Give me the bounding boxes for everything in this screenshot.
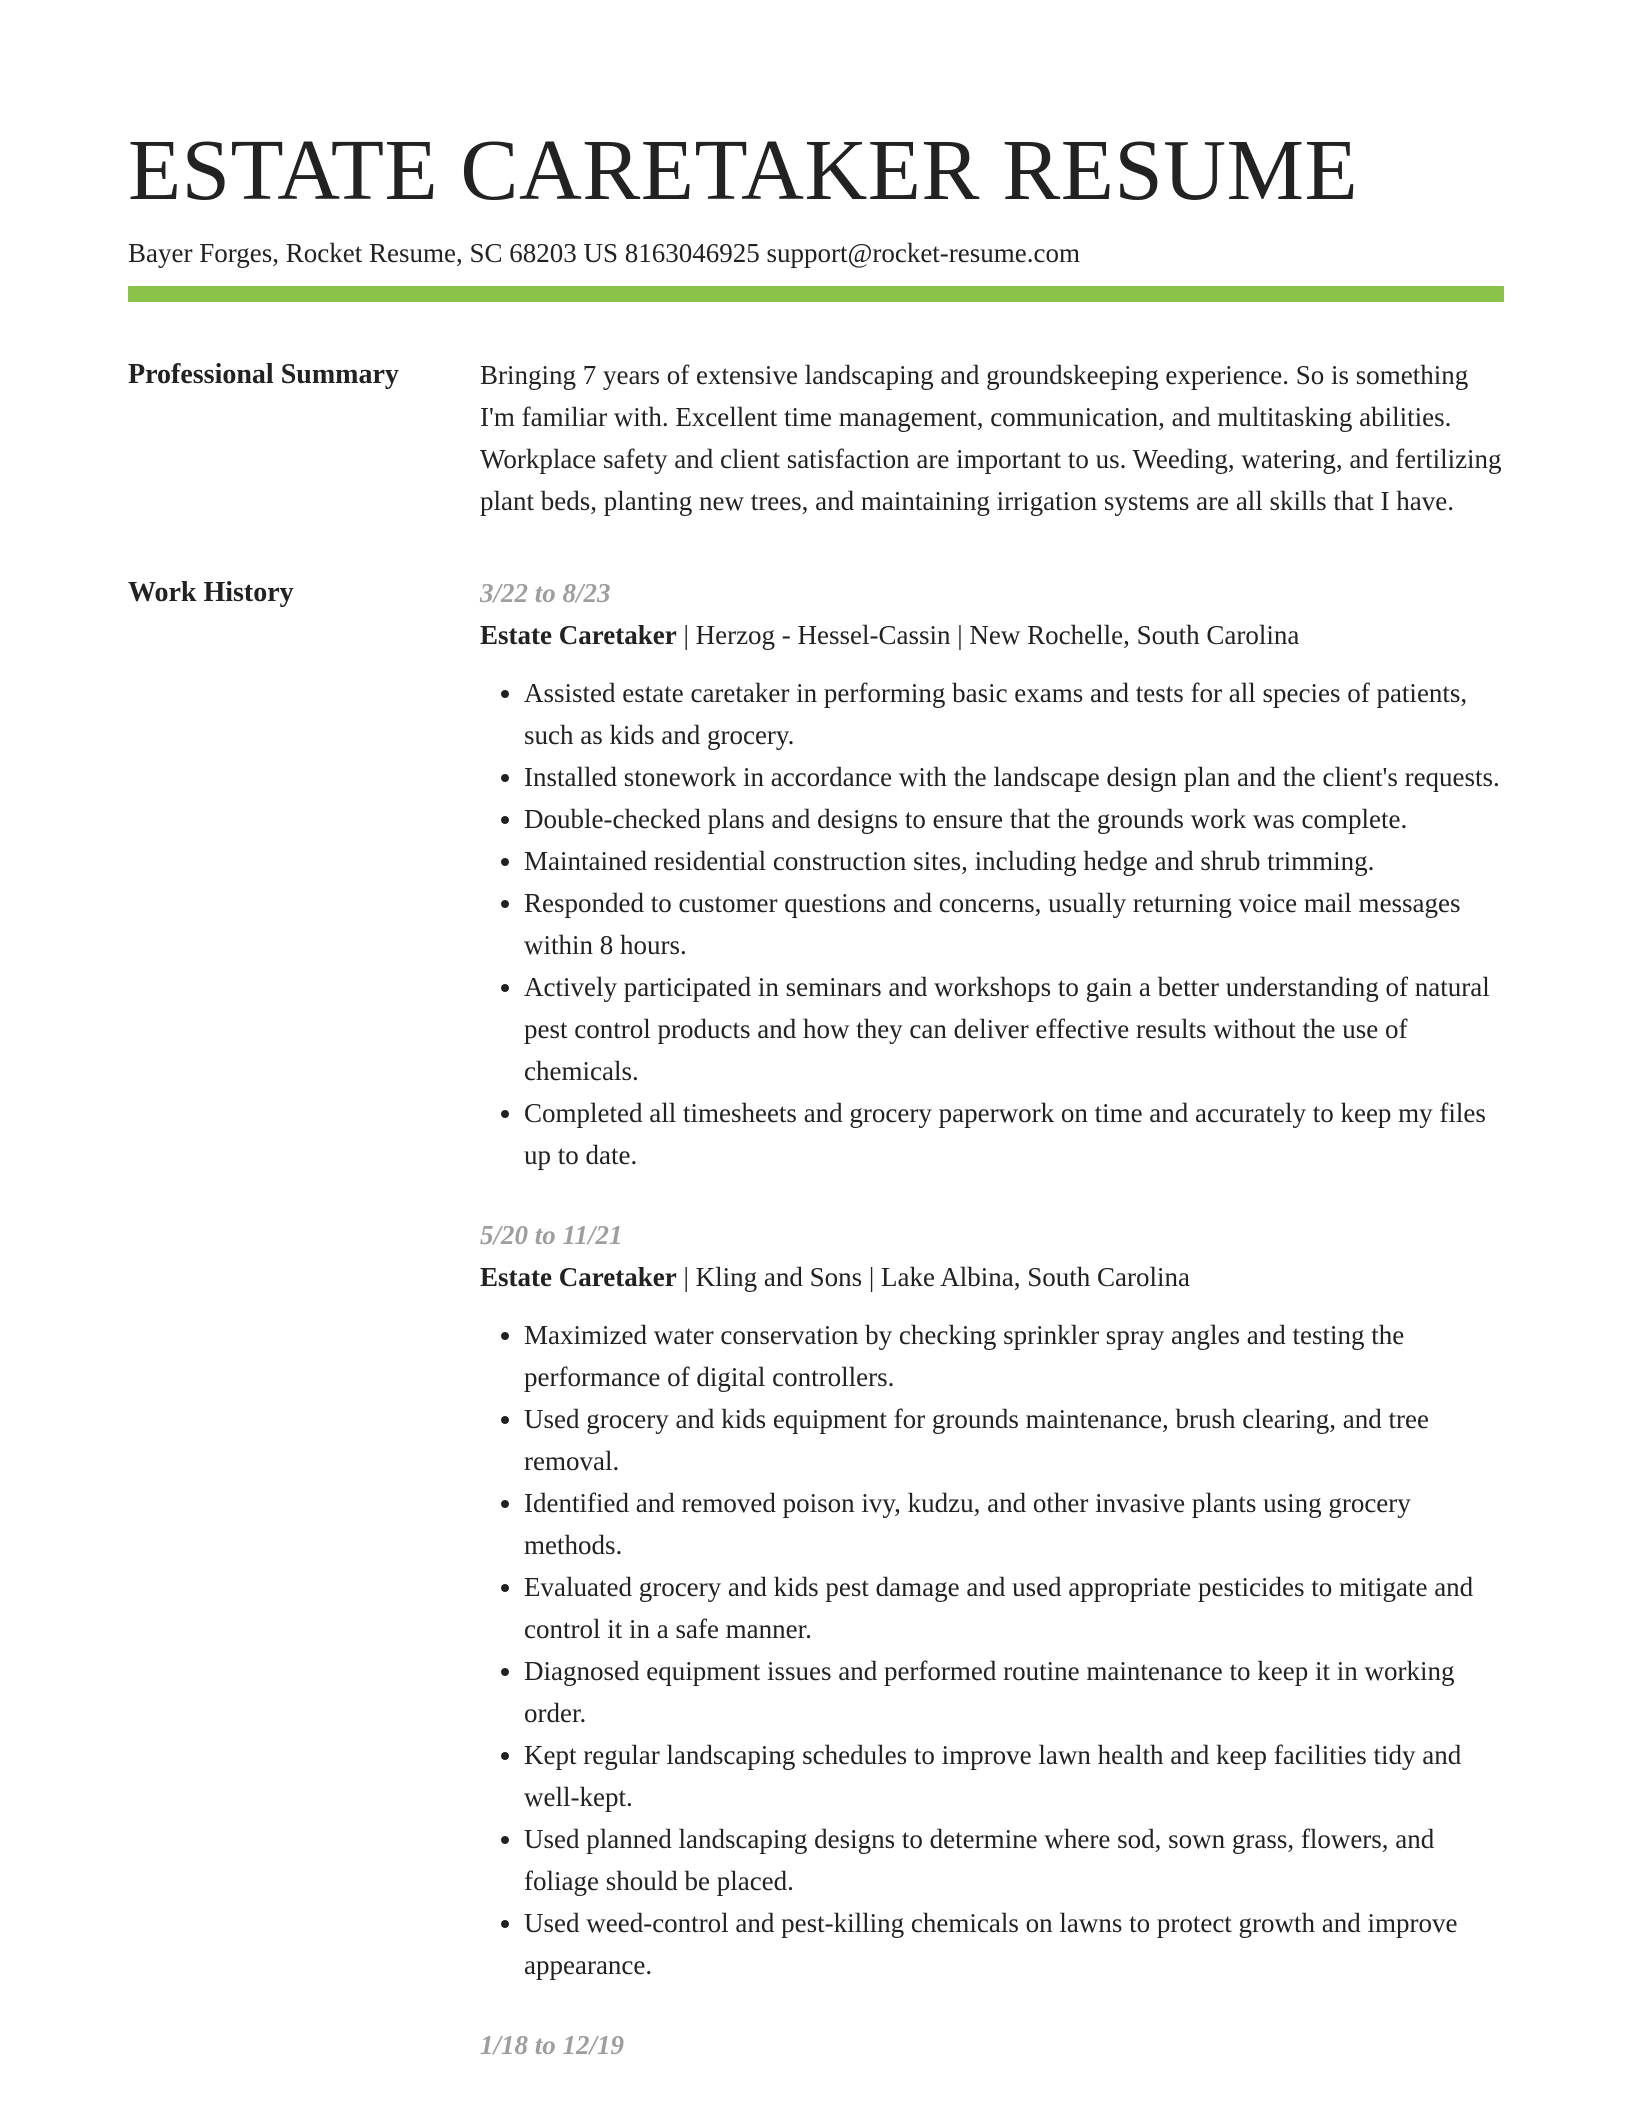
job-bullet: • Identified and removed poison ivy, kudzu, and other invasive plants using grocery methods. <box>524 1482 1504 1566</box>
section-label: Work History <box>128 577 294 608</box>
section-body <box>480 572 1504 2104</box>
accent-divider <box>128 286 1504 302</box>
job-bullet: • Assisted estate caretaker in performing basic exams and tests for all species of patients, such as kids and grocery. <box>524 672 1504 756</box>
job-details: | Kling and Sons | Lake Albina, South Carolina <box>676 1262 1190 1292</box>
job-bullet: • Diagnosed equipment issues and performed routine maintenance to keep it in working order. <box>524 1650 1504 1734</box>
job-bullet: • Used planned landscaping designs to determine where sod, sown grass, flowers, and foliage should be placed. <box>524 1818 1504 1902</box>
job-bullets <box>480 1314 1504 1986</box>
job-title: Estate Caretaker <box>480 1262 677 1292</box>
resume-page <box>128 0 1504 2104</box>
job-heading <box>480 1256 1504 1298</box>
job-bullet: • Actively participated in seminars and workshops to gain a better understanding of natural pest control products and how they can deliver effective results without the use of chemicals. <box>524 966 1504 1092</box>
job-entry <box>480 1214 1504 1986</box>
job-bullet: • Used grocery and kids equipment for grounds maintenance, brush clearing, and tree removal. <box>524 1398 1504 1482</box>
contact-line: Bayer Forges, Rocket Resume, SC 68203 US 8163046925 support@rocket-resume.com <box>128 238 1081 268</box>
job-heading <box>480 614 1504 656</box>
job-entry <box>480 2024 1504 2066</box>
job-bullet: • Double-checked plans and designs to ensure that the grounds work was complete. <box>524 798 1504 840</box>
section-body <box>480 354 1504 522</box>
job-bullet: • Maintained residential construction sites, including hedge and shrub trimming. <box>524 840 1504 882</box>
job-details: | Herzog - Hessel-Cassin | New Rochelle, South Carolina <box>676 620 1300 650</box>
job-bullet: • Evaluated grocery and kids pest damage and used appropriate pesticides to mitigate and control it in a safe manner. <box>524 1566 1504 1650</box>
job-bullet: • Used weed-control and pest-killing chemicals on lawns to protect growth and improve appearance. <box>524 1902 1504 1986</box>
section-label: Professional Summary <box>128 359 399 390</box>
resume-title: ESTATE CARETAKER RESUME <box>128 121 1359 218</box>
summary-text: Bringing 7 years of extensive landscaping and groundskeeping experience. So is something I'm familiar with. Excellent time management, communication, and multitasking abilities. Workplace safety and client satisfaction are important to us. Weeding, watering, and fertilizing plant beds, planting new trees, and maintaining irrigation systems are all skills that I have. <box>480 360 1502 516</box>
job-bullet: • Maximized water conservation by checking sprinkler spray angles and testing the performance of digital controllers. <box>524 1314 1504 1398</box>
job-bullet: • Installed stonework in accordance with the landscape design plan and the client's requests. <box>524 756 1504 798</box>
professional-summary-section <box>128 354 1504 522</box>
job-title: Estate Caretaker <box>480 620 677 650</box>
job-dates: 5/20 to 11/21 <box>480 1220 623 1250</box>
job-bullets <box>480 672 1504 1176</box>
job-bullet: • Completed all timesheets and grocery paperwork on time and accurately to keep my files up to date. <box>524 1092 1504 1176</box>
job-bullet: • Kept regular landscaping schedules to improve lawn health and keep facilities tidy and well-kept. <box>524 1734 1504 1818</box>
work-history-section <box>128 572 1504 2104</box>
job-dates: 3/22 to 8/23 <box>480 578 611 608</box>
job-dates: 1/18 to 12/19 <box>480 2030 625 2060</box>
job-bullet: • Responded to customer questions and concerns, usually returning voice mail messages within 8 hours. <box>524 882 1504 966</box>
job-entry <box>480 572 1504 1176</box>
